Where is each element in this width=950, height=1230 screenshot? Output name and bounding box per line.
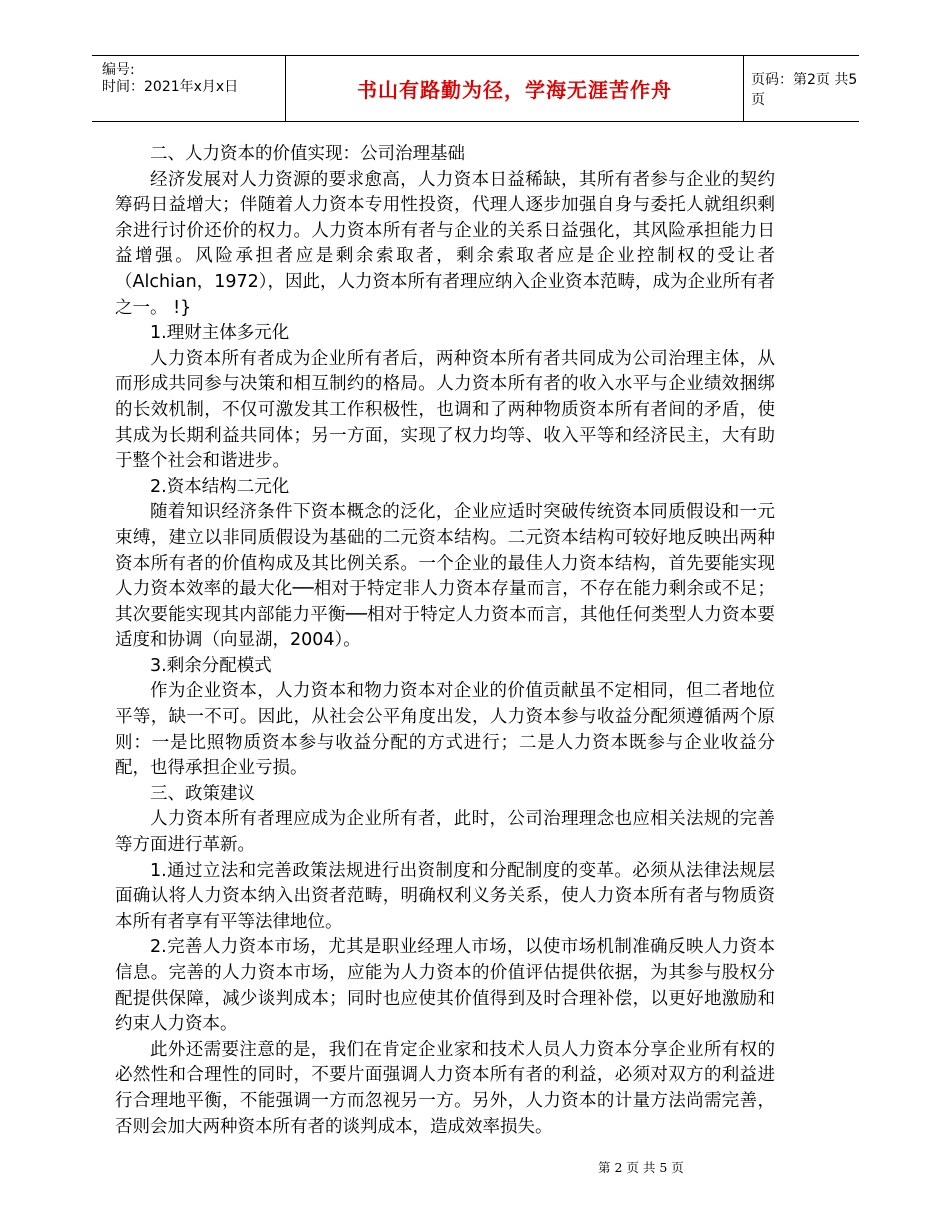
page-footer: 第 2 页 共 5 页 xyxy=(598,1160,684,1175)
subsection-heading: 2.资本结构二元化 xyxy=(150,476,290,497)
document-body xyxy=(115,142,775,1140)
paragraph: 人力资本所有者理应成为企业所有者，此时，公司治理理念也应相关法规的完善等方面进行革新。 xyxy=(115,809,775,856)
header-page-number: 页码：第2页 共5页 xyxy=(751,71,858,108)
paragraph: 作为企业资本，人力资本和物力资本对企业的价值贡献虽不定相同，但二者地位平等，缺一不可。因此，从社会公平角度出发，人力资本参与收益分配须遵循两个原则：一是比照物质资本参与收益分配的方式进行；二是人力资本既参与企业收益分配，也得承担企业亏损。 xyxy=(115,681,775,779)
paragraph: 2.完善人力资本市场，尤其是职业经理人市场，以使市场机制准确反映人力资本信息。完善的人力资本市场，应能为人力资本的价值评估提供依据，为其参与股权分配提供保障，减少谈判成本；同时也应使其价值得到及时合理补偿，以更好地激励和约束人力资本。 xyxy=(115,937,775,1035)
document-date: 时间：2021年x月x日 xyxy=(102,79,239,95)
document-number-label: 编号: xyxy=(102,62,135,78)
page-header xyxy=(92,55,859,122)
paragraph: 1.通过立法和完善政策法规进行出资制度和分配制度的变革。必须从法律法规层面确认将人力资本纳入出资者范畴，明确权利义务关系，使人力资本所有者与物质资本所有者享有平等法律地位。 xyxy=(115,860,775,932)
paragraph: 经济发展对人力资源的要求愈高，人力资本日益稀缺，其所有者参与企业的契约筹码日益增大；伴随着人力资本专用性投资，代理人逐步加强自身与委托人就组织剩余进行讨价还价的权力。人力资本所有者与企业的关系日益强化，其风险承担能力日益增强。风险承担者应是剩余索取者，剩余索取者应是企业控制权的受让者（Alchian，1972），因此，人力资本所有者理应纳入企业资本范畴，成为企业所有者之一。 !} xyxy=(115,169,776,318)
section-heading: 三、政策建议 xyxy=(150,783,255,804)
header-motto: 书山有路勤为径，学海无涯苦作舟 xyxy=(357,78,672,102)
subsection-heading: 3.剩余分配模式 xyxy=(150,655,272,676)
header-meta xyxy=(92,56,285,121)
paragraph: 随着知识经济条件下资本概念的泛化，企业应适时突破传统资本同质假设和一元束缚，建立以非同质假设为基础的二元资本结构。二元资本结构可较好地反映出两种资本所有者的价值构成及其比例关系。一个企业的最佳人力资本结构，首先要能实现人力资本效率的最大化──相对于特定非人力资本存量而言，不存在能力剩余或不足；其次要能实现其内部能力平衡──相对于特定人力资本而言，其他任何类型人力资本要适度和协调（向显湖，2004）。 xyxy=(115,502,775,651)
subsection-heading: 1.理财主体多元化 xyxy=(150,323,290,344)
section-heading: 二、人力资本的价值实现：公司治理基础 xyxy=(150,144,465,164)
header-page-cell xyxy=(743,56,859,121)
paragraph: 此外还需要注意的是，我们在肯定企业家和技术人员人力资本分享企业所有权的必然性和合理性的同时，不要片面强调人力资本所有者的利益，必须对双方的利益进行合理地平衡，不能强调一方而忽视另一方。另外，人力资本的计量方法尚需完善，否则会加大两种资本所有者的谈判成本，造成效率损失。 xyxy=(115,1039,775,1137)
paragraph: 人力资本所有者成为企业所有者后，两种资本所有者共同成为公司治理主体，从而形成共同参与决策和相互制约的格局。人力资本所有者的收入水平与企业绩效捆绑的长效机制，不仅可激发其工作积极性，也调和了两种物质资本所有者间的矛盾，使其成为长期利益共同体；另一方面，实现了权力均等、收入平等和经济民主，大有助于整个社会和谐进步。 xyxy=(115,348,775,472)
header-motto-cell xyxy=(285,56,744,121)
